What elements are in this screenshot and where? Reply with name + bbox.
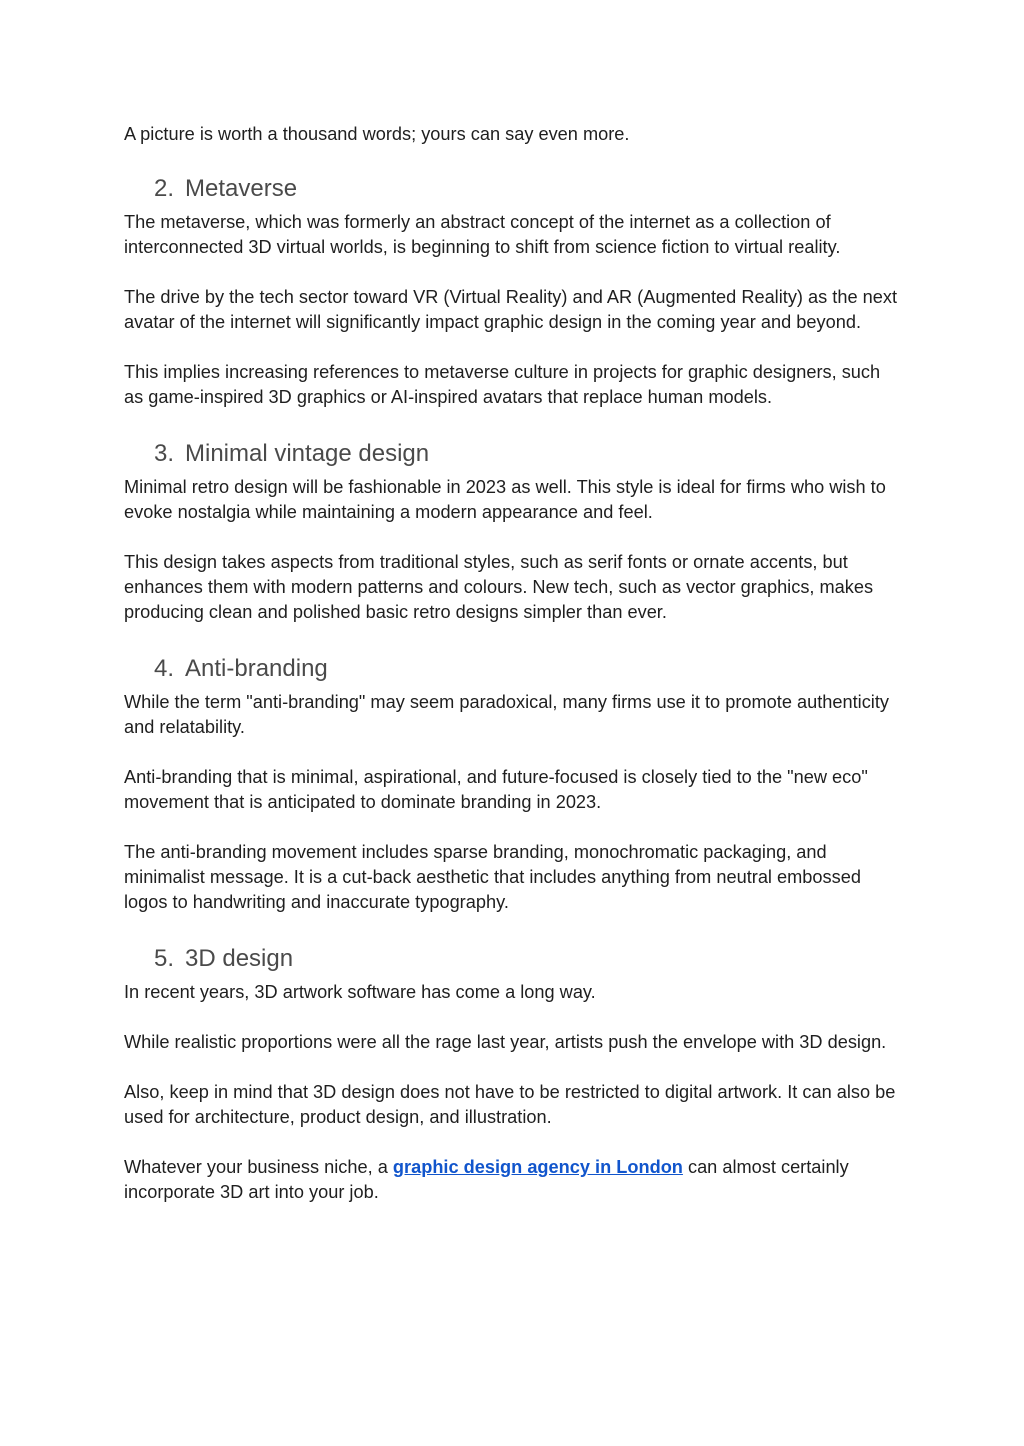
paragraph: This implies increasing references to metaverse culture in projects for graphic designers, such as game-inspired 3D graphics or AI-inspired avatars that replace human models.: [124, 362, 881, 407]
heading-3d-design: [124, 944, 904, 974]
heading-minimal-vintage-design: [124, 439, 904, 469]
paragraph: Anti-branding that is minimal, aspirational, and future-focused is closely tied to the "new eco" movement that is anticipated to dominate branding in 2023.: [124, 767, 868, 812]
heading-anti-branding: [124, 654, 904, 684]
closing-text-after: can almost certainly incorporate 3D art into your job.: [124, 1157, 849, 1202]
paragraph: This design takes aspects from traditional styles, such as serif fonts or ornate accents, but enhances them with modern patterns and colours. New tech, such as vector graphics, makes producing clean and polished basic retro designs simpler than ever.: [124, 552, 874, 622]
heading-metaverse: [124, 174, 904, 204]
paragraph: While realistic proportions were all the rage last year, artists push the envelope with 3D design.: [124, 1032, 887, 1052]
heading-number: 4.: [154, 655, 175, 682]
intro-paragraph: A picture is worth a thousand words; yours can say even more.: [124, 124, 630, 144]
document-page: [124, 122, 904, 1205]
paragraph: The anti-branding movement includes sparse branding, monochromatic packaging, and minimalist message. It is a cut-back aesthetic that includes anything from neutral embossed logos to handwriting and inaccurate typography.: [124, 842, 861, 912]
heading-title: Minimal vintage design: [185, 440, 430, 467]
heading-title: 3D design: [185, 945, 294, 972]
closing-paragraph: [124, 1155, 904, 1205]
heading-title: Metaverse: [185, 175, 298, 202]
paragraph: Also, keep in mind that 3D design does not have to be restricted to digital artwork. It can also be used for architecture, product design, and illustration.: [124, 1082, 896, 1127]
heading-number: 5.: [154, 945, 175, 972]
heading-title: Anti-branding: [185, 655, 328, 682]
paragraph: In recent years, 3D artwork software has come a long way.: [124, 982, 596, 1002]
paragraph: While the term "anti-branding" may seem paradoxical, many firms use it to promote authenticity and relatability.: [124, 692, 889, 737]
heading-number: 2.: [154, 175, 175, 202]
heading-number: 3.: [154, 440, 175, 467]
paragraph: The drive by the tech sector toward VR (Virtual Reality) and AR (Augmented Reality) as the next avatar of the internet will significantly impact graphic design in the coming year and beyond.: [124, 287, 897, 332]
paragraph: The metaverse, which was formerly an abstract concept of the internet as a collection of interconnected 3D virtual worlds, is beginning to shift from science fiction to virtual reality.: [124, 212, 841, 257]
graphic-design-agency-link[interactable]: graphic design agency in London: [392, 1157, 683, 1177]
paragraph: Minimal retro design will be fashionable in 2023 as well. This style is ideal for firms who wish to evoke nostalgia while maintaining a modern appearance and feel.: [124, 477, 886, 522]
closing-text-before: Whatever your business niche, a: [124, 1157, 393, 1177]
